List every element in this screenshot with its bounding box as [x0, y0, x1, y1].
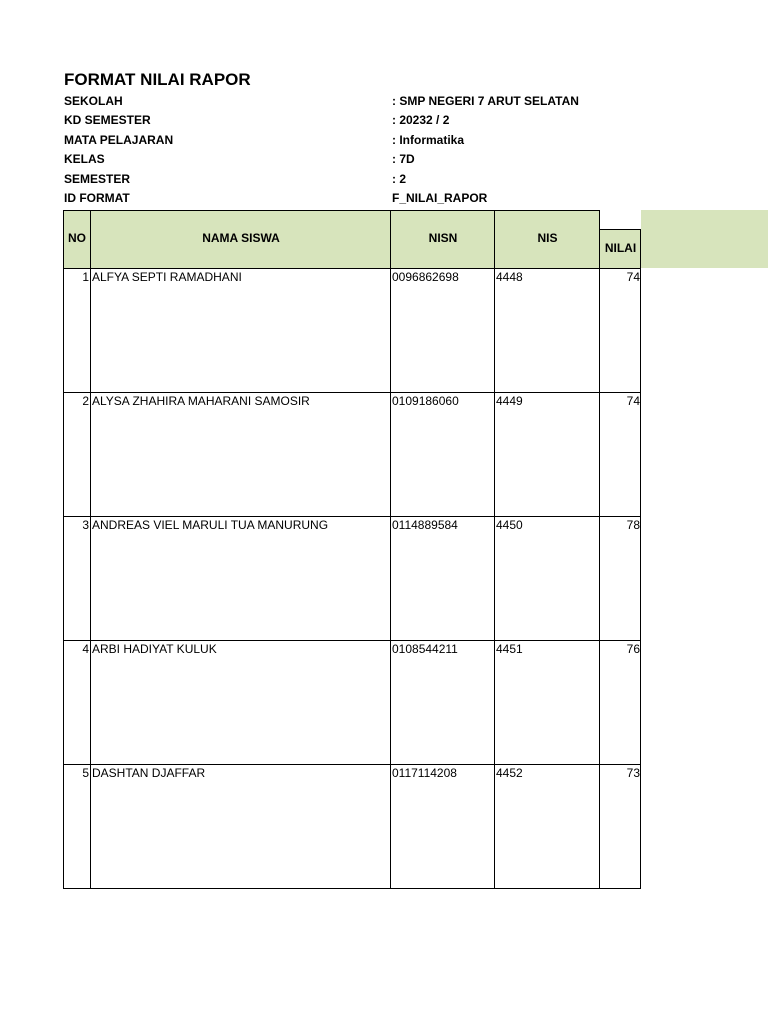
cell-nilai: 76: [626, 642, 640, 656]
column-divider: [640, 229, 641, 889]
column-header-nilai: NILAI: [604, 241, 637, 255]
meta-value: F_NILAI_RAPOR: [392, 191, 488, 205]
cell-nama: ALYSA ZHAHIRA MAHARANI SAMOSIR: [92, 394, 310, 408]
row-divider: [63, 392, 641, 393]
meta-row-subject: [0, 131, 768, 150]
column-header-nisn: NISN: [428, 231, 458, 245]
cell-nis: 4451: [496, 642, 523, 656]
cell-nisn: 0096862698: [392, 270, 459, 284]
meta-label: SEKOLAH: [64, 94, 123, 108]
table-border: [600, 229, 641, 230]
column-divider: [63, 210, 64, 889]
cell-no: 3: [82, 518, 89, 532]
cell-nisn: 0108544211: [392, 642, 458, 656]
cell-nis: 4448: [496, 270, 523, 284]
cell-no: 5: [82, 766, 89, 780]
meta-row-class: [0, 150, 768, 169]
column-header-nama: NAMA SISWA: [202, 231, 280, 245]
cell-nilai: 73: [626, 766, 640, 780]
meta-label: SEMESTER: [64, 172, 131, 186]
cell-nama: ALFYA SEPTI RAMADHANI: [92, 270, 242, 284]
table-border: [63, 210, 600, 211]
cell-nilai: 78: [626, 518, 640, 532]
row-divider: [63, 764, 641, 765]
cell-nilai: 74: [626, 270, 640, 284]
meta-row-format-id: [0, 189, 768, 208]
column-divider: [390, 210, 391, 889]
cell-nis: 4449: [496, 394, 523, 408]
meta-value: : 2: [392, 172, 407, 186]
cell-no: 2: [82, 394, 89, 408]
cell-nisn: 0117114208: [392, 766, 457, 780]
column-header-nis: NIS: [537, 231, 558, 245]
cell-nisn: 0114889584: [392, 518, 458, 532]
meta-label: KD SEMESTER: [64, 113, 151, 127]
table-header-extension: [641, 210, 768, 268]
column-header-no: NO: [68, 231, 86, 245]
meta-row-kd-semester: [0, 111, 768, 130]
row-divider: [63, 640, 641, 641]
row-divider: [63, 516, 641, 517]
cell-nisn: 0109186060: [392, 394, 459, 408]
meta-row-school: [0, 92, 768, 111]
cell-nilai: 74: [626, 394, 640, 408]
table-border: [63, 268, 641, 269]
meta-label: MATA PELAJARAN: [64, 133, 174, 147]
column-divider: [494, 210, 495, 889]
cell-nama: ARBI HADIYAT KULUK: [92, 642, 217, 656]
cell-nis: 4450: [496, 518, 523, 532]
meta-value: : SMP NEGERI 7 ARUT SELATAN: [392, 94, 579, 108]
column-divider: [90, 210, 91, 889]
meta-row-semester: [0, 170, 768, 189]
cell-nis: 4452: [496, 766, 523, 780]
document-title: FORMAT NILAI RAPOR: [64, 70, 251, 89]
meta-value: : 20232 / 2: [392, 113, 450, 127]
column-divider: [599, 210, 600, 889]
meta-label: KELAS: [64, 152, 105, 166]
cell-nama: DASHTAN DJAFFAR: [92, 766, 206, 780]
cell-no: 1: [82, 270, 89, 284]
meta-value: : 7D: [392, 152, 415, 166]
cell-no: 4: [82, 642, 89, 656]
table-border: [63, 888, 641, 889]
meta-label: ID FORMAT: [64, 191, 130, 205]
meta-value: : Informatika: [392, 133, 465, 147]
cell-nama: ANDREAS VIEL MARULI TUA MANURUNG: [92, 518, 329, 532]
